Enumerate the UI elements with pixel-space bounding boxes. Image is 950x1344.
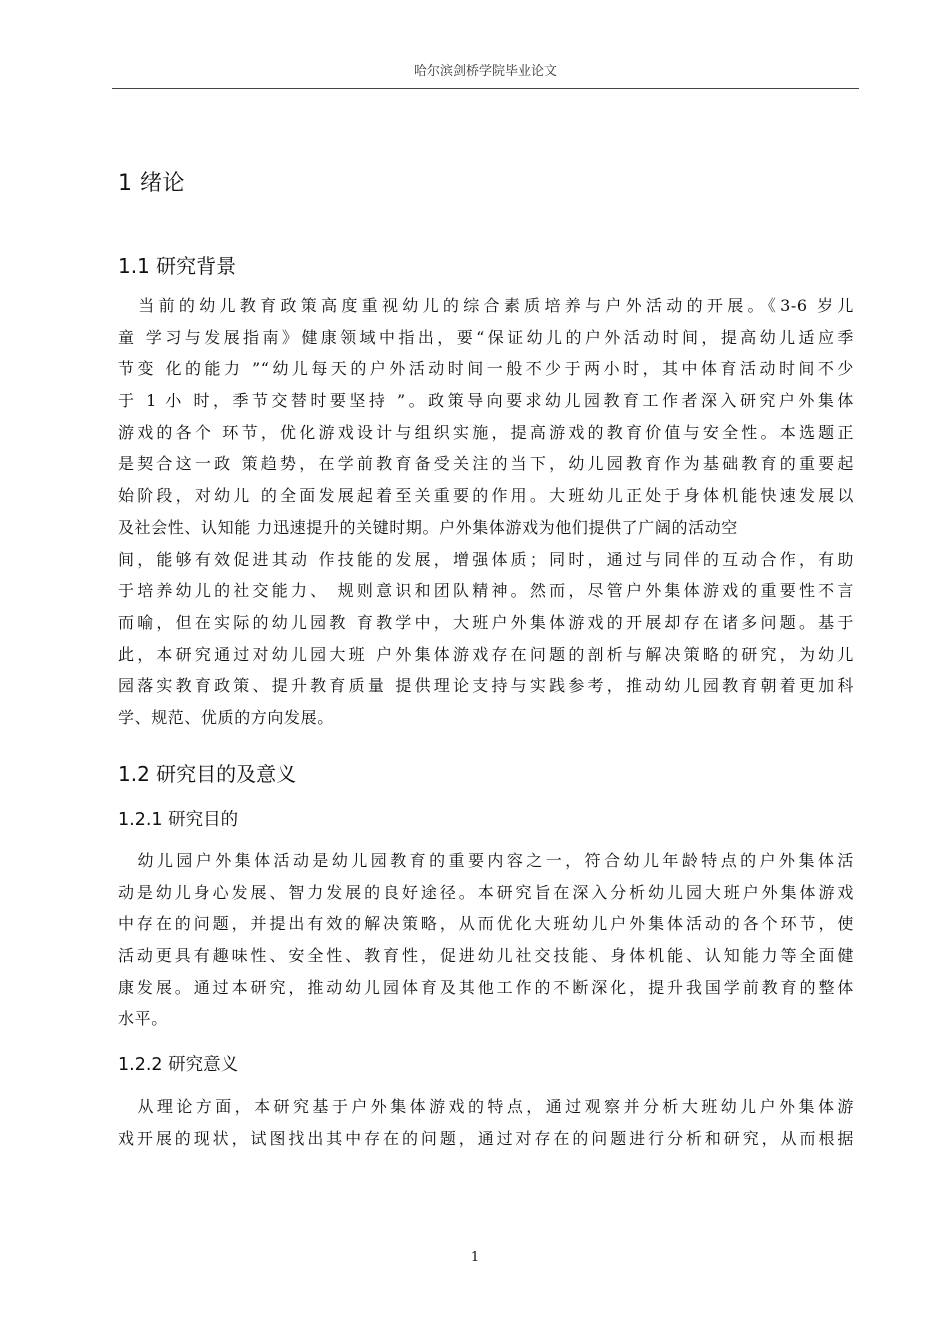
text-line: 康发展。通过本研究，推动幼儿园体育及其他工作的不断深化，提升我国学前教育的整体 <box>118 977 854 997</box>
subsection-heading-purpose: 1.2.1 研究目的 <box>118 810 239 830</box>
paragraph-background <box>118 290 854 734</box>
subsection-heading-significance: 1.2.2 研究意义 <box>118 1055 239 1075</box>
text-line: 间，能够有效促进其动 作技能的发展，增强体质；同时，通过与同伴的互动合作，有助 <box>118 549 854 569</box>
text-line: 园落实教育政策、提升教育质量 提供理论支持与实践参考，推动幼儿园教育朝着更加科 <box>118 676 854 696</box>
text-line: 节变 化的能力 ”“幼儿每天的户外活动时间一般不少于两小时，其中体育活动时间不少 <box>118 359 854 379</box>
text-line: 而喻，但在实际的幼儿园教 育教学中，大班户外集体游戏的开展却存在诸多问题。基于 <box>118 612 854 632</box>
text-line: 此，本研究通过对幼儿园大班 户外集体游戏存在问题的剖析与解决策略的研究，为幼儿 <box>118 644 854 664</box>
page-number: 1 <box>470 1250 480 1265</box>
text-line: 动是幼儿身心发展、智力发展的良好途径。本研究旨在深入分析幼儿园大班户外集体游戏 <box>118 882 854 902</box>
text-line: 戏开展的现状，试图找出其中存在的问题，通过对存在的问题进行分析和研究，从而根据 <box>118 1128 854 1148</box>
paragraph-significance <box>118 1091 854 1154</box>
text-line: 学、规范、优质的方向发展。 <box>118 707 334 727</box>
text-line: 当前的幼儿教育政策高度重视幼儿的综合素质培养与户外活动的开展。《3-6 岁儿 <box>118 296 854 315</box>
text-line: 水平。 <box>118 1009 168 1029</box>
text-line: 游戏的各个 环节，优化游戏设计与组织实施，提高游戏的教育价值与安全性。本选题正 <box>118 422 854 442</box>
paragraph-purpose <box>118 845 854 1035</box>
text-line: 是契合这一政 策趋势，在学前教育备受关注的当下，幼儿园教育作为基础教育的重要起 <box>118 454 854 474</box>
text-line: 于 1 小 时，季节交替时要坚持 ”。政策导向要求幼儿园教育工作者深入研究户外集体 <box>118 391 854 411</box>
text-line: 童 学习与发展指南》健康领域中指出，要“保证幼儿的户外活动时间，提高幼儿适应季 <box>118 327 854 347</box>
chapter-title: 1 绪论 <box>118 171 185 196</box>
text-line: 始阶段，对幼儿 的全面发展起着至关重要的作用。大班幼儿正处于身体机能快速发展以 <box>118 486 854 506</box>
section-heading-background: 1.1 研究背景 <box>118 254 237 278</box>
text-line: 于培养幼儿的社交能力、 规则意识和团队精神。然而，尽管户外集体游戏的重要性不言 <box>118 581 854 601</box>
running-header: 哈尔滨剑桥学院毕业论文 <box>112 60 859 89</box>
text-line: 及社会性、认知能 力迅速提升的关键时期。户外集体游戏为他们提供了广阔的活动空 <box>118 517 738 537</box>
text-line: 中存在的问题，并提出有效的解决策略，从而优化大班幼儿户外集体活动的各个环节，使 <box>118 914 854 934</box>
section-heading-purpose-significance: 1.2 研究目的及意义 <box>118 762 297 786</box>
text-line: 活动更具有趣味性、安全性、教育性，促进幼儿社交技能、身体机能、认知能力等全面健 <box>118 946 854 966</box>
text-line: 从理论方面，本研究基于户外集体游戏的特点，通过观察并分析大班幼儿户外集体游 <box>118 1097 854 1116</box>
text-line: 幼儿园户外集体活动是幼儿园教育的重要内容之一，符合幼儿年龄特点的户外集体活 <box>118 851 854 870</box>
